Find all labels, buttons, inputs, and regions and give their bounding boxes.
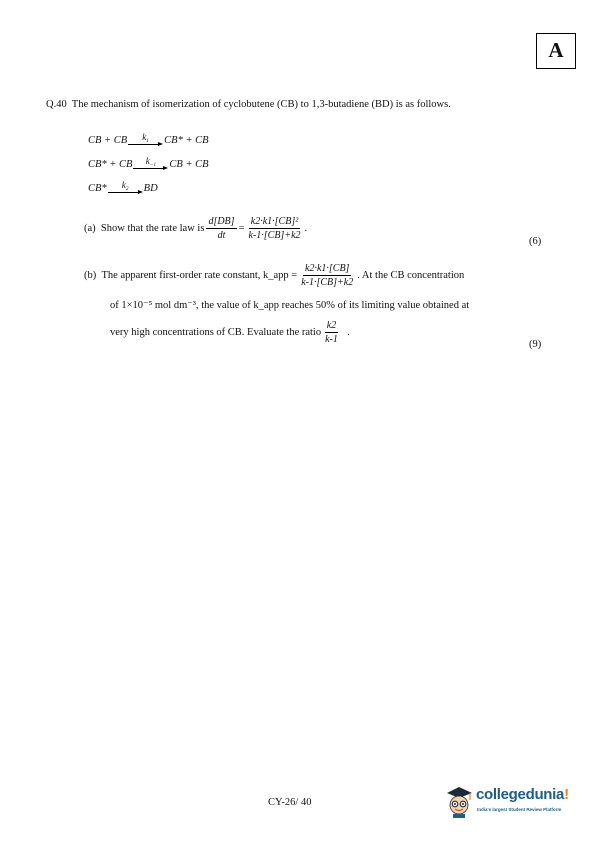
lhs-numerator: d[DB] [208, 216, 235, 227]
mechanism [88, 128, 209, 200]
logo-tagline: India's largest Student Review Platform [477, 807, 562, 812]
part-b-line-3: very high concentrations of CB. Evaluate the ratio $\frac{k2}{k-1}$ . [110, 320, 350, 345]
part-a-marks: (6) [529, 236, 542, 247]
kapp-expression [299, 263, 355, 288]
reaction-2 [88, 152, 209, 176]
reaction-1-rhs: CB* + CB [164, 134, 209, 146]
kapp-numerator: k2·k1·[CB] [305, 263, 350, 274]
reaction-2-lhs: CB* + CB [88, 158, 133, 170]
set-label: A [548, 38, 564, 62]
reaction-2-arrow [133, 157, 168, 171]
part-a-label: (a) [84, 223, 96, 234]
rhs-numerator: k2·k1·[CB]² [250, 216, 299, 227]
part-b-line-1 [84, 263, 464, 288]
collegedunia-logo [444, 783, 579, 823]
question-number: Q.40 [46, 99, 67, 110]
reaction-2-rate: $k_{-1}$ [145, 156, 157, 168]
rate-expression-rhs [246, 216, 302, 241]
question-stem: The mechanism of isomerization of cyclobutene (CB) to 1,3-butadiene (BD) is as follows. [71, 99, 451, 110]
reaction-1-rate: $k_1$ [142, 132, 150, 144]
reaction-1-lhs: CB + CB [88, 134, 128, 146]
page-code: CY-26/ 40 [268, 797, 312, 808]
part-b-line-3-text: very high concentrations of CB. Evaluate the ratio [110, 327, 322, 338]
question-stem-line [46, 99, 451, 110]
reaction-3-rate: $k_2$ [121, 180, 129, 192]
kapp-denominator: k-1·[CB]+k2 [301, 277, 354, 288]
part-a: (a) Show that the rate law is $\frac{d[DB]}{dt}$ = $\frac{\text{k2·k1·[CB]²}}{k-1\cdot[CB]+k2}$ . [84, 216, 308, 241]
ratio-numerator: k2 [326, 320, 337, 331]
reaction-1 [88, 128, 209, 152]
ratio-expression [323, 320, 340, 345]
mascot-icon [444, 785, 474, 819]
reaction-2-rhs: CB + CB [169, 158, 209, 170]
part-b-line-2: of 1×10⁻⁵ mol dm⁻³, the value of k_app reaches 50% of its limiting value obtained at [110, 300, 470, 311]
reaction-3-lhs: CB* [88, 182, 107, 194]
lhs-denominator: dt [217, 230, 226, 241]
part-b-line-1-text: The apparent first-order rate constant, k_app = [101, 270, 298, 281]
reaction-3 [88, 176, 209, 200]
reaction-3-arrow [108, 181, 143, 195]
part-a-text: Show that the rate law is [100, 223, 205, 234]
part-b-marks: (9) [529, 339, 542, 350]
ratio-denominator: k-1 [325, 334, 338, 345]
part-b-label: (b) [84, 270, 97, 281]
part-b-line-1-end: . At the CB concentration [357, 270, 465, 281]
reaction-3-rhs: BD [143, 182, 158, 194]
set-label-box [536, 33, 576, 69]
rhs-denominator: k-1·[CB]+k2 [248, 230, 301, 241]
reaction-1-arrow [128, 133, 163, 147]
logo-wordmark: collegedunia! [476, 786, 569, 803]
rate-expression-lhs [206, 216, 236, 241]
